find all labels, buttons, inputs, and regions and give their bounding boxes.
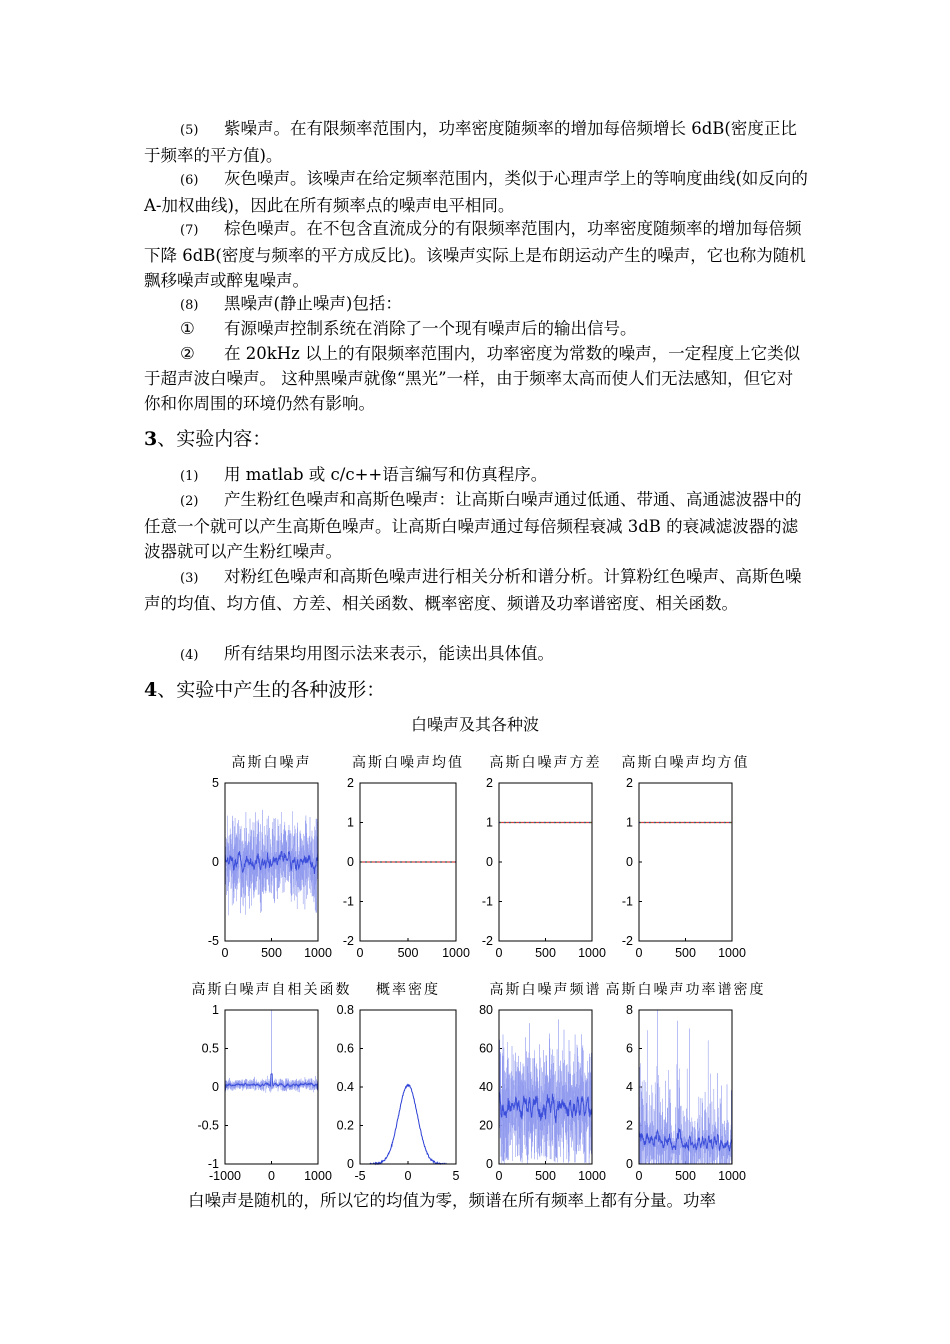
x-tick-label: 1000 [442, 946, 470, 960]
paragraph-purple-noise [144, 116, 808, 168]
x-tick-label: 1000 [304, 946, 332, 960]
y-tick-label: -1 [342, 894, 354, 909]
x-tick-label: 500 [397, 946, 419, 960]
item-number: ② [180, 344, 195, 363]
paragraph-black-noise [144, 291, 808, 318]
paragraph-text: 棕色噪声。在不包含直流成分的有限频率范围内，功率密度随频率的增加每倍频下降 6dB(密度与频率的平方成反比)。该噪声实际上是布朗运动产生的噪声，它也称为随机飘移噪声或醉鬼噪声。 [144, 219, 806, 290]
y-tick-label: -0.5 [197, 1118, 219, 1133]
series-line [225, 1010, 318, 1164]
y-tick-label: 20 [479, 1118, 493, 1133]
subplot-title: 高斯白噪声频谱 [489, 981, 602, 997]
paragraph-brown-noise [144, 216, 808, 293]
subplot-title: 高斯白噪声方差 [489, 754, 602, 770]
x-tick-label: 500 [535, 946, 556, 960]
y-tick-label: -1 [481, 894, 493, 909]
x-tick-label: 500 [675, 1169, 696, 1183]
x-tick-label: 1000 [578, 1169, 606, 1183]
x-tick-label: 0 [221, 946, 229, 960]
y-tick-label: 1 [212, 1003, 219, 1017]
y-tick-label: 2 [626, 776, 633, 790]
y-tick-label: -1 [621, 894, 633, 909]
x-tick-label: -5 [354, 1169, 366, 1183]
paragraph-text: 紫噪声。在有限频率范围内，功率密度随频率的增加每倍频增长 6dB(密度正比于频率的平方值)。 [144, 119, 797, 165]
y-tick-label: 1 [626, 815, 633, 830]
y-tick-label: 0 [486, 855, 493, 869]
item-2 [144, 487, 808, 564]
item-3 [144, 564, 808, 616]
y-tick-label: 80 [479, 1003, 493, 1017]
item-text: 产生粉红色噪声和高斯色噪声：让高斯白噪声通过低通、带通、高通滤波器中的任意一个就可以产生高斯色噪声。让高斯白噪声通过每倍频程衰减 3dB 的衰减滤波器的滤波器就可以产生粉红噪声。 [144, 490, 802, 561]
x-tick-label: 1000 [304, 1169, 332, 1183]
y-tick-label: 0 [347, 855, 354, 869]
subplot-title: 高斯白噪声自相关函数 [191, 981, 352, 997]
y-tick-label: -2 [481, 934, 493, 948]
x-tick-label: 0 [635, 1169, 643, 1183]
bottom-paragraph: 白噪声是随机的，所以它的均值为零，频谱在所有频率上都有分量。功率 [188, 1191, 716, 1210]
subplot-title: 高斯白噪声功率谱密度 [605, 981, 766, 997]
y-tick-label: 0 [626, 1157, 633, 1171]
y-tick-label: 1 [486, 815, 493, 830]
y-tick-label: 4 [626, 1080, 633, 1094]
section-title: 、实验中产生的各种波形： [157, 679, 386, 701]
x-tick-label: 1000 [578, 946, 606, 960]
item-text: 所有结果均用图示法来表示，能读出具体值。 [224, 644, 554, 663]
subplot-title: 高斯白噪声均值 [352, 754, 464, 770]
series-line [370, 1085, 447, 1164]
x-tick-label: 1000 [718, 1169, 746, 1183]
item-number: (1) [180, 469, 199, 484]
section-number: 3 [144, 428, 158, 450]
axes-frame [360, 1010, 456, 1164]
y-tick-label: 0.6 [336, 1041, 354, 1056]
item-text: 对粉红色噪声和高斯色噪声进行相关分析和谱分析。计算粉红色噪声、高斯色噪声的均值、均方值、方差、相关函数、概率密度、频谱及功率谱密度、相关函数。 [144, 567, 802, 613]
figure-title: 白噪声及其各种波 [410, 715, 539, 734]
y-tick-label: 0.4 [336, 1080, 354, 1094]
y-tick-label: 0.5 [201, 1041, 219, 1056]
x-tick-label: 0 [495, 1169, 503, 1183]
axes-frame [499, 783, 592, 941]
y-tick-label: 40 [479, 1080, 493, 1094]
x-tick-label: 0 [404, 1169, 412, 1183]
series-line [499, 1019, 592, 1164]
x-tick-label: 1000 [718, 946, 746, 960]
item-number: (4) [180, 648, 199, 663]
paragraph-grey-noise [144, 166, 808, 218]
y-tick-label: 2 [486, 776, 493, 790]
item-number: (3) [180, 571, 199, 586]
y-tick-label: -2 [621, 934, 633, 948]
x-tick-label: 0 [268, 1169, 275, 1183]
item-number: (5) [180, 123, 199, 138]
item-number: ① [180, 319, 195, 338]
item-1 [144, 462, 808, 489]
figure-subplots [170, 748, 790, 1188]
x-tick-label: 500 [261, 946, 282, 960]
y-tick-label: 0 [212, 855, 219, 869]
subplot-title: 高斯白噪声均方值 [621, 754, 750, 770]
y-tick-label: 0.8 [336, 1003, 354, 1017]
paragraph-circle-2 [144, 341, 808, 416]
y-tick-label: -2 [342, 934, 354, 948]
y-tick-label: 2 [347, 776, 354, 790]
section-heading-3 [144, 424, 271, 451]
subplot-title: 概率密度 [376, 981, 440, 997]
y-tick-label: 1 [347, 815, 354, 830]
y-tick-label: -5 [207, 934, 219, 948]
y-tick-label: -1 [207, 1157, 219, 1171]
item-4 [144, 641, 808, 668]
y-tick-label: 60 [479, 1041, 493, 1056]
item-number: (8) [180, 298, 199, 313]
item-text: 用 matlab 或 c/c++语言编写和仿真程序。 [224, 465, 548, 484]
subplot-title: 高斯白噪声 [231, 754, 312, 770]
section-title: 、实验内容： [157, 428, 272, 450]
x-tick-label: 5 [452, 1169, 460, 1183]
x-tick-label: 0 [635, 946, 643, 960]
x-tick-label: 500 [675, 946, 696, 960]
paragraph-text: 有源噪声控制系统在消除了一个现有噪声后的输出信号。 [224, 319, 637, 338]
x-tick-label: 500 [535, 1169, 556, 1183]
paragraph-circle-1 [144, 316, 808, 341]
y-tick-label: 2 [626, 1118, 633, 1133]
y-tick-label: 0 [347, 1157, 354, 1171]
x-tick-label: 0 [356, 946, 364, 960]
y-tick-label: 5 [212, 776, 219, 790]
paragraph-text: 在 20kHz 以上的有限频率范围内，功率密度为常数的噪声，一定程度上它类似于超声波白噪声。 这种黑噪声就像“黑光”一样，由于频率太高而使人们无法感知，但它对你和你周围的环境仍然有影响。 [144, 344, 801, 413]
y-tick-label: 0 [212, 1080, 219, 1094]
item-number: (2) [180, 494, 199, 509]
y-tick-label: 6 [626, 1041, 633, 1056]
paragraph-text: 黑噪声(静止噪声)包括： [224, 294, 402, 313]
y-tick-label: 8 [626, 1003, 633, 1017]
item-number: (6) [180, 173, 199, 188]
y-tick-label: 0 [486, 1157, 493, 1171]
axes-frame [639, 783, 732, 941]
section-heading-4 [144, 675, 385, 702]
section-number: 4 [144, 679, 158, 701]
y-tick-label: 0 [626, 855, 633, 869]
x-tick-label: 0 [495, 946, 503, 960]
x-tick-label: -1000 [209, 1169, 241, 1183]
y-tick-label: 0.2 [336, 1118, 354, 1133]
item-number: (7) [180, 223, 199, 238]
paragraph-text: 灰色噪声。该噪声在给定频率范围内，类似于心理声学上的等响度曲线(如反向的 A-加权曲线)，因此在所有频率点的噪声电平相同。 [144, 169, 808, 215]
